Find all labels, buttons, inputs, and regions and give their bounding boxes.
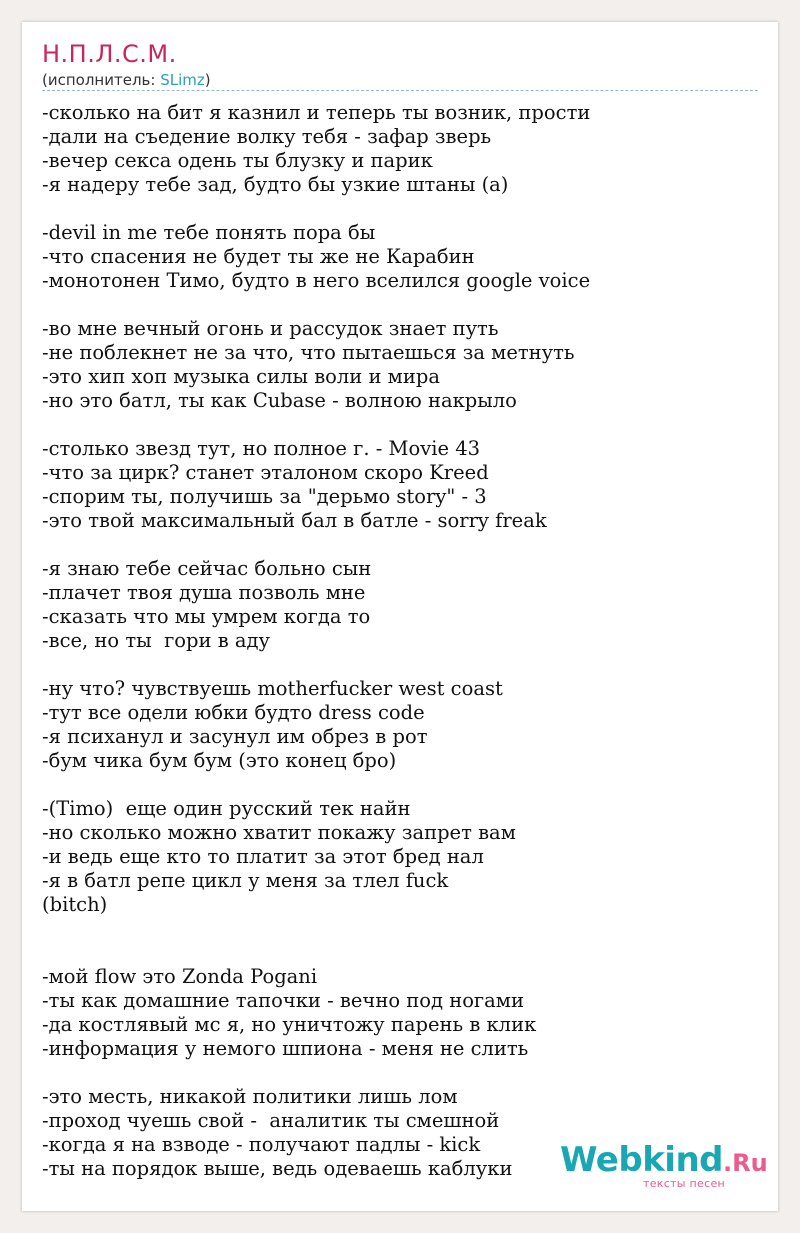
title-divider bbox=[42, 90, 758, 91]
artist-line bbox=[42, 71, 211, 89]
webkind-logo[interactable] bbox=[560, 1140, 768, 1190]
lyrics-card bbox=[22, 22, 778, 1211]
logo-tld: .Ru bbox=[723, 1149, 768, 1177]
logo-tagline: тексты песен bbox=[643, 1177, 726, 1190]
artist-suffix: ) bbox=[204, 71, 211, 89]
song-title: Н.П.Л.С.М. bbox=[42, 40, 177, 68]
logo-word: Webkind bbox=[560, 1140, 723, 1180]
artist-link[interactable]: SLimz bbox=[160, 71, 205, 89]
lyrics-text: -сколько на бит я казнил и теперь ты возник, прости -дали на съедение волку тебя - зафар зверь -вечер секса одень ты блузку и парик -я надеру тебе зад, будто бы узкие штаны (а) -devil in me тебе понять пора бы -что спасения не будет ты же не Карабин -монотонен Тимо, будто в него вселился google voice -во мне вечный огонь и рассудок знает путь -не поблекнет не за что, что пытаешься за метнуть -это хип хоп музыка силы воли и мира -но это батл, ты как Cubase - волною накрыло -столько звезд тут, но полное г. - Movie 43 -что за цирк? станет эталоном скоро Kreed -спорим ты, получишь за "дерьмо story" - 3 -это твой максимальный бал в батле - sorry freak -я знаю тебе сейчас больно сын -плачет твоя душа позволь мне -сказать что мы умрем когда то -все, но ты гори в аду -ну что? чувствуешь motherfucker west coast -тут все одели юбки будто dress code -я психанул и засунул им обрез в рот -бум чика бум бум (это конец бро) -(Timo) еще один русский тек найн -но сколько можно хватит покажу запрет вам -и ведь еще кто то платит за этот бред нал -я в батл репе цикл у меня за тлел fuck (bitch) -мой flow это Zonda Pogani -ты как домашние тапочки - вечно под ногами -да костлявый мс я, но уничтожу парень в клик -информация у немого шпиона - меня не слить -это месть, никакой политики лишь лом -проход чуешь свой - аналитик ты смешной -когда я на взводе - получают падлы - kick -ты на порядок выше, ведь одеваешь каблуки bbox=[42, 101, 591, 1180]
artist-prefix: (исполнитель: bbox=[42, 71, 161, 89]
